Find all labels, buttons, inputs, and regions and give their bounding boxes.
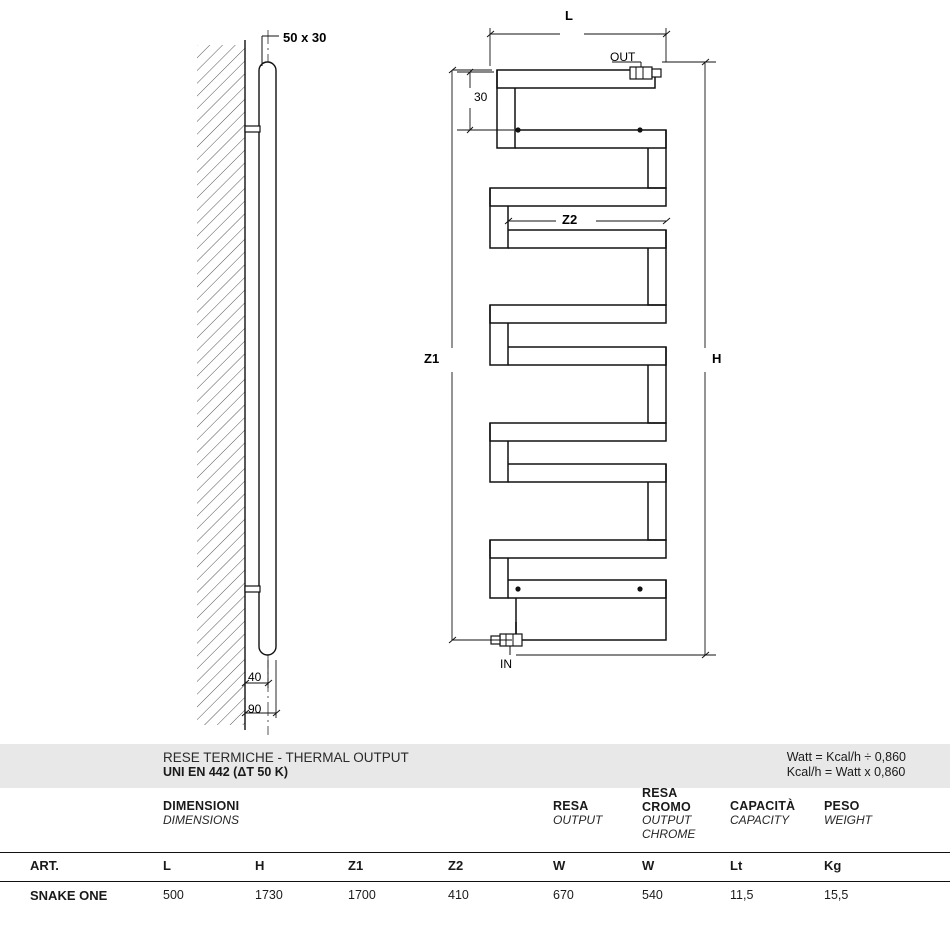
tube-bend-4 [648,230,666,305]
label-width-Z2: Z2 [562,212,578,227]
tube-bend-1 [497,70,515,148]
cell-z1: 1700 [348,888,376,902]
col-header-z2: Z2 [448,858,464,873]
cell-l: 500 [163,888,184,902]
tube-bend-2 [648,130,666,188]
tube-segment-5 [490,305,666,323]
label-depth-40: 40 [248,670,262,684]
tube-bend-bottom [516,580,666,640]
mount-point [637,127,642,132]
mount-point [637,586,642,591]
side-radiator-profile [259,62,276,655]
label-outlet: OUT [610,50,636,64]
mount-point [515,127,520,132]
thermal-output-standard: UNI EN 442 (ΔT 50 K) [163,765,288,779]
cell-w: 670 [553,888,574,902]
conversion-note-1: Watt = Kcal/h ÷ 0,860 [786,750,906,764]
thermal-output-title: RESE TERMICHE - THERMAL OUTPUT [163,750,409,765]
inlet-fitting [491,634,522,655]
col-header-w: W [553,858,566,873]
col-header-z1: Z1 [348,858,364,873]
tube-segment-3 [490,188,666,206]
table-row [0,882,950,912]
cell-art: SNAKE ONE [30,888,108,903]
cell-z2: 410 [448,888,469,902]
conversion-notes [787,750,906,780]
conversion-note-2: Kcal/h = Watt x 0,860 [786,765,906,779]
col-header-kg: Kg [824,858,842,873]
cell-w-chrome: 540 [642,888,663,902]
cell-lt: 11,5 [730,888,754,902]
label-height-Z1: Z1 [424,351,440,366]
cell-h: 1730 [255,888,283,902]
label-offset-30: 30 [474,90,488,104]
tube-segment-9 [490,540,666,558]
tube-segment-2 [515,130,666,148]
label-bracket-size: 50 x 30 [283,30,327,45]
col-header-art: ART. [30,858,59,873]
side-view-group [197,30,280,735]
label-height-H: H [712,351,722,366]
tube-bend-8 [648,464,666,540]
col-header-l: L [163,858,171,873]
wall-hatching [197,45,245,725]
specification-table [0,744,950,912]
cell-kg: 15,5 [824,888,849,902]
col-header-lt: Lt [730,858,743,873]
group-resa-cromo: RESA CROMO OUTPUT CHROME [642,786,696,841]
group-capacita: CAPACITÀ CAPACITY [730,799,796,827]
label-depth-90: 90 [248,702,262,716]
thermal-output-band [0,744,950,788]
group-peso: PESO WEIGHT [824,799,872,827]
lower-wall-bracket [245,586,260,592]
group-resa: RESA OUTPUT [553,799,603,827]
tube-bend-5 [490,305,508,365]
tube-bend-6 [648,347,666,423]
tube-bend-9 [490,540,508,598]
tube-segment-6 [508,347,666,365]
label-length-L: L [565,8,573,23]
col-header-h: H [255,858,265,873]
tube-bend-7 [490,423,508,482]
front-view-group [449,28,716,658]
column-group-headers [0,788,950,852]
column-sub-headers [0,852,950,882]
thermal-output-titles [163,750,409,780]
snake-radiator-body [490,70,666,640]
tube-segment-4 [508,230,666,248]
tube-segment-7 [490,423,666,441]
group-dimensioni: DIMENSIONI DIMENSIONS [163,799,240,827]
mount-point [515,586,520,591]
label-inlet: IN [500,657,512,671]
tube-segment-8 [508,464,666,482]
tube-bend-3 [490,188,508,248]
upper-wall-bracket [245,126,260,132]
col-header-w-chrome: W [642,858,655,873]
